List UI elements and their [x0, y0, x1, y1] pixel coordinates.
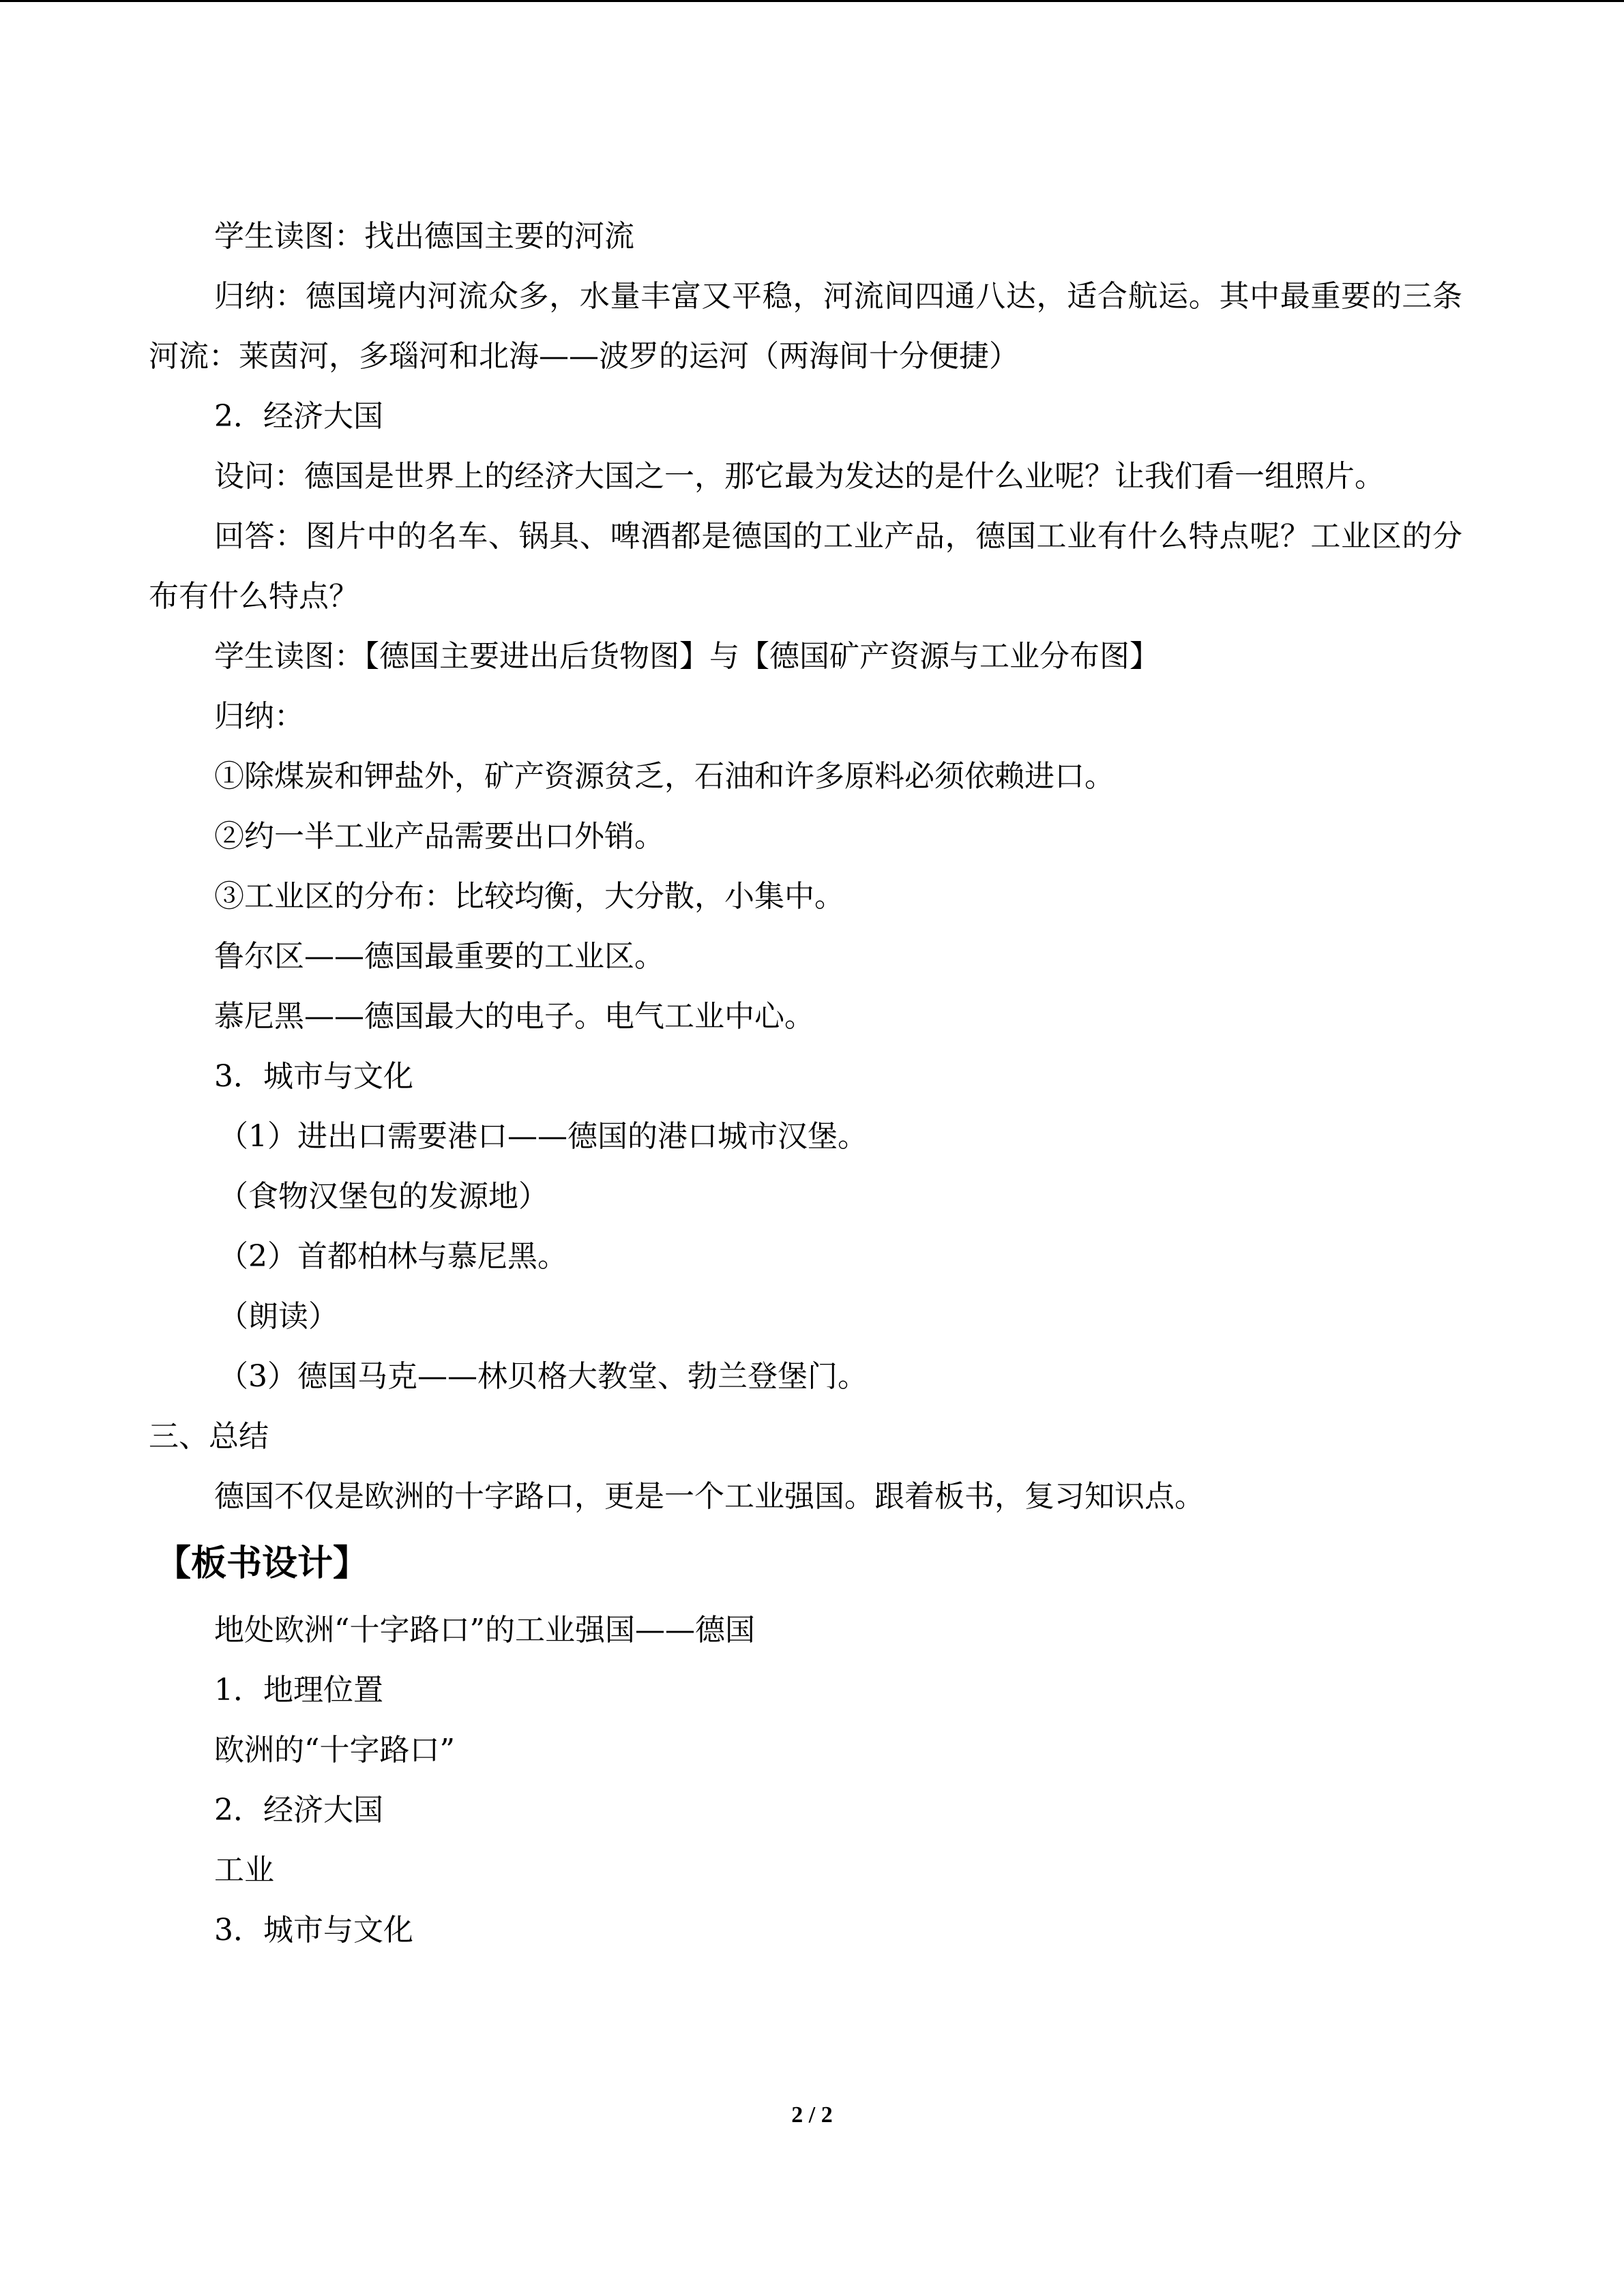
paragraph-hamburg: （1）进出口需要港口——德国的港口城市汉堡。 — [218, 1119, 868, 1154]
paragraph-student-read-maps: 学生读图：【德国主要进出后货物图】与【德国矿产资源与工业分布图】 — [214, 639, 1160, 674]
board-line-economy: 2．经济大国 — [214, 1793, 383, 1828]
page-number: 2 / 2 — [791, 2102, 833, 2128]
list-item-export: ②约一半工业产品需要出口外销。 — [214, 819, 664, 854]
paragraph-summary-label: 归纳： — [214, 699, 304, 734]
paragraph-question-economy: 设问：德国是世界上的经济大国之一，那它最为发达的是什么业呢？让我们看一组照片。 — [214, 459, 1385, 494]
paragraph-berlin-munich: （2）首都柏林与慕尼黑。 — [218, 1239, 567, 1274]
paragraph-summary-rivers: 归纳：德国境内河流众多，水量丰富又平稳，河流间四通八达，适合航运。其中最重要的三条河流：莱茵河，多瑙河和北海——波罗的运河（两海间十分便捷） — [149, 279, 1462, 374]
board-line-industry: 工业 — [214, 1853, 274, 1888]
section-economy-heading: 2．经济大国 — [214, 399, 383, 434]
paragraph-hamburger-origin: （食物汉堡包的发源地） — [218, 1179, 548, 1214]
list-item-resources: ①除煤炭和钾盐外，矿产资源贫乏，石油和许多原料必须依赖进口。 — [214, 759, 1114, 794]
board-line-city-culture: 3．城市与文化 — [214, 1913, 413, 1948]
paragraph-answer-industry: 回答：图片中的名车、锅具、啤酒都是德国的工业产品，德国工业有什么特点呢？工业区的分布有什么特点？ — [149, 519, 1462, 614]
paragraph-munich: 慕尼黑——德国最大的电子。电气工业中心。 — [214, 999, 814, 1034]
document-body — [149, 207, 1465, 1960]
paragraph-mark: （3）德国马克——林贝格大教堂、勃兰登堡门。 — [218, 1359, 868, 1394]
section-summary-heading: 三、总结 — [149, 1419, 269, 1454]
board-line-crossroads: 欧洲的“十字路口” — [214, 1733, 455, 1768]
section-city-culture-heading: 3．城市与文化 — [214, 1059, 413, 1094]
board-line-title: 地处欧洲“十字路口”的工业强国——德国 — [214, 1613, 755, 1648]
paragraph-ruhr: 鲁尔区——德国最重要的工业区。 — [214, 939, 664, 974]
list-item-distribution: ③工业区的分布：比较均衡，大分散，小集中。 — [214, 879, 844, 914]
paragraph-read-aloud: （朗读） — [218, 1299, 338, 1334]
board-design-heading: 【板书设计】 — [156, 1543, 369, 1584]
paragraph-student-read-rivers: 学生读图：找出德国主要的河流 — [214, 219, 634, 254]
board-line-location: 1．地理位置 — [214, 1673, 383, 1708]
paragraph-summary-text: 德国不仅是欧洲的十字路口，更是一个工业强国。跟着板书，复习知识点。 — [214, 1479, 1205, 1514]
